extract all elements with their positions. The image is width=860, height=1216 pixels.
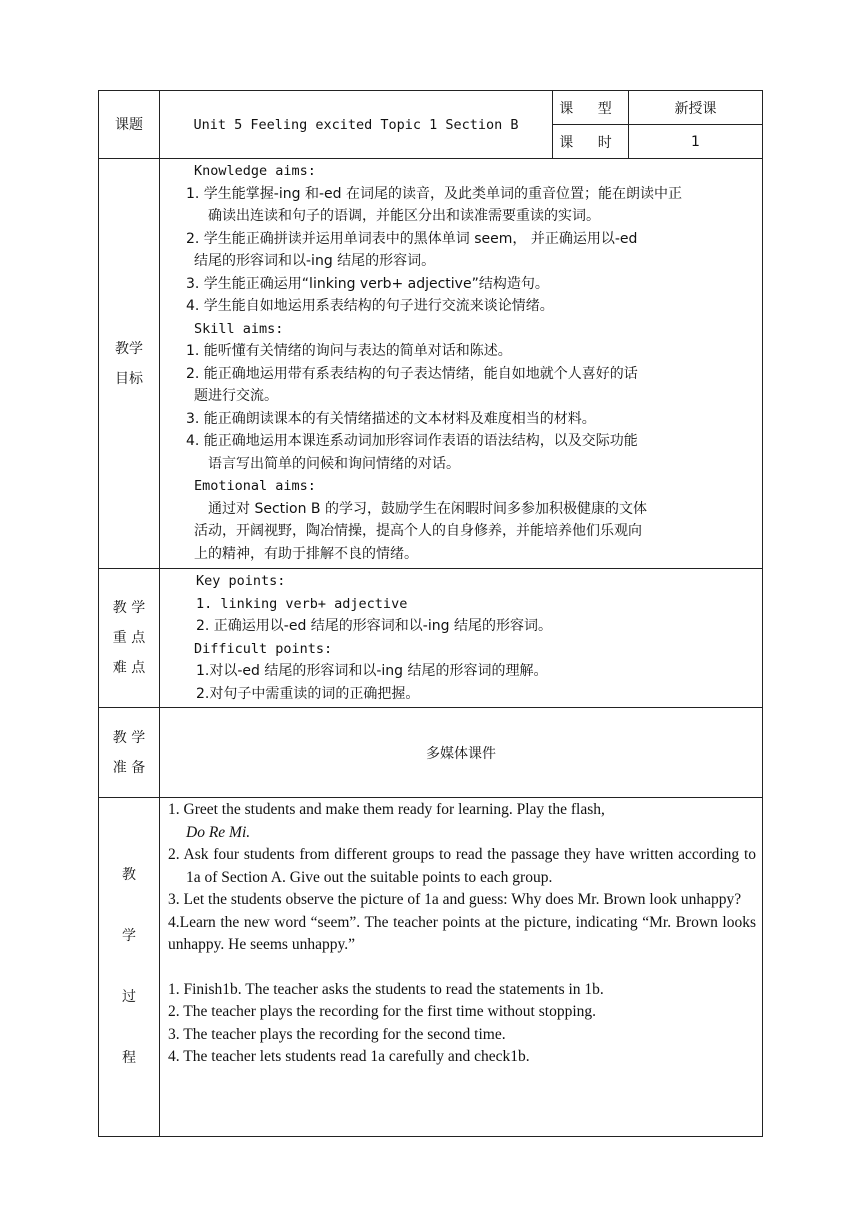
- knowledge-item: 确读出连读和句子的语调，并能区分出和读准需要重读的实词。: [208, 208, 600, 224]
- difficult-point-item: 1.对以-ed 结尾的形容词和以-ing 结尾的形容词的理解。: [196, 663, 548, 679]
- key-points-label-line: 教 学: [112, 600, 146, 616]
- difficult-points-heading: Difficult points:: [194, 640, 333, 657]
- process-spacer: [168, 957, 756, 979]
- preparation-value: 多媒体课件: [160, 708, 763, 798]
- song-title: Do Re Mi.: [186, 823, 251, 841]
- key-points-heading: Key points:: [196, 573, 286, 589]
- process-label-char: 过: [122, 989, 136, 1005]
- process-step: 2. The teacher plays the recording for the first time without stopping.: [168, 1003, 597, 1020]
- lesson-type-label: 课 型: [553, 91, 629, 125]
- emotional-item: 通过对 Section B 的学习，鼓励学生在闲暇时间多参加积极健康的文体: [208, 500, 647, 517]
- key-points-content: [160, 569, 763, 708]
- skill-item: 题进行交流。: [194, 388, 278, 404]
- key-points-label-line: 难 点: [112, 660, 146, 676]
- difficult-point-item: 2.对句子中需重读的词的正确把握。: [196, 685, 420, 702]
- objectives-label-line: 目标: [115, 370, 143, 387]
- preparation-label: [99, 708, 160, 798]
- process-step: 4. The teacher lets students read 1a carefully and check1b.: [168, 1048, 530, 1065]
- skill-item: 2. 能正确地运用带有系表结构的句子表达情绪，能自如地就个人喜好的话: [186, 365, 638, 382]
- process-step: 2. Ask four students from different groups to read the passage they have written according to 1a of Section A. Give out the suitable points to each group.: [168, 846, 756, 886]
- process-step: [168, 799, 756, 822]
- skill-item: 4. 能正确地运用本课连系动词加形容词作表语的语法结构，以及交际功能: [186, 433, 638, 449]
- process-step: 3. Let the students observe the picture of 1a and guess: Why does Mr. Brown look unhappy?: [168, 891, 742, 908]
- emotional-item: 活动，开阔视野，陶冶情操，提高个人的自身修养，并能培养他们乐观向: [194, 523, 642, 539]
- knowledge-item: 4. 学生能自如地运用系表结构的句子进行交流来谈论情绪。: [186, 298, 554, 314]
- emotional-item: 上的精神，有助于排解不良的情绪。: [194, 545, 418, 562]
- skill-heading: Skill aims:: [194, 320, 284, 337]
- key-points-label: [99, 569, 160, 708]
- preparation-label-line: 教 学: [112, 729, 146, 746]
- skill-item: 语言写出简单的问候和询问情绪的对话。: [208, 455, 460, 472]
- objectives-label: [99, 159, 160, 569]
- process-label-char: 程: [122, 1050, 136, 1066]
- preparation-label-line: 准 备: [112, 759, 146, 776]
- process-step: 3. The teacher plays the recording for the second time.: [168, 1025, 506, 1043]
- lesson-title: Unit 5 Feeling excited Topic 1 Section B: [160, 91, 553, 159]
- objectives-label-line: 教学: [115, 340, 143, 357]
- lesson-plan-table: [98, 90, 763, 1137]
- knowledge-item: 结尾的形容词和以-ing 结尾的形容词。: [194, 253, 436, 269]
- lesson-hours-value: 1: [629, 125, 763, 159]
- skill-item: 3. 能正确朗读课本的有关情绪描述的文本材料及难度相当的材料。: [186, 410, 596, 427]
- skill-item: 1. 能听懂有关情绪的询问与表达的简单对话和陈述。: [186, 343, 512, 359]
- process-label-char: 学: [122, 928, 136, 944]
- key-point-item: 1. linking verb+ adjective: [196, 595, 408, 612]
- knowledge-item: 2. 学生能正确拼读并运用单词表中的黑体单词 seem， 并正确运用以-ed: [186, 230, 638, 247]
- process-step: 1. Finish1b. The teacher asks the students to read the statements in 1b.: [168, 980, 604, 998]
- lesson-hours-label: 课 时: [553, 125, 629, 159]
- knowledge-heading: Knowledge aims:: [194, 163, 316, 179]
- lesson-type-value: 新授课: [629, 91, 763, 125]
- key-points-label-line: 重 点: [112, 630, 146, 646]
- process-content: [160, 798, 763, 1137]
- knowledge-item: 1. 学生能掌握-ing 和-ed 在词尾的读音，及此类单词的重音位置；能在朗读中正: [186, 185, 682, 202]
- topic-label: 课题: [99, 91, 160, 159]
- process-step: 4.Learn the new word “seem”. The teacher points at the picture, indicating “Mr. Brown looks unhappy. He seems unhappy.”: [168, 913, 756, 953]
- objectives-content: [160, 159, 763, 569]
- emotional-heading: Emotional aims:: [194, 478, 316, 494]
- process-step-text: 1. Greet: [168, 801, 218, 818]
- process-step-text: the students and make them ready for learning. Play the flash,: [217, 801, 605, 818]
- key-point-item: 2. 正确运用以-ed 结尾的形容词和以-ing 结尾的形容词。: [196, 618, 552, 634]
- process-label-char: 教: [122, 867, 136, 883]
- knowledge-item: 3. 学生能正确运用“linking verb+ adjective”结构造句。: [186, 275, 549, 292]
- process-label: [99, 798, 160, 1137]
